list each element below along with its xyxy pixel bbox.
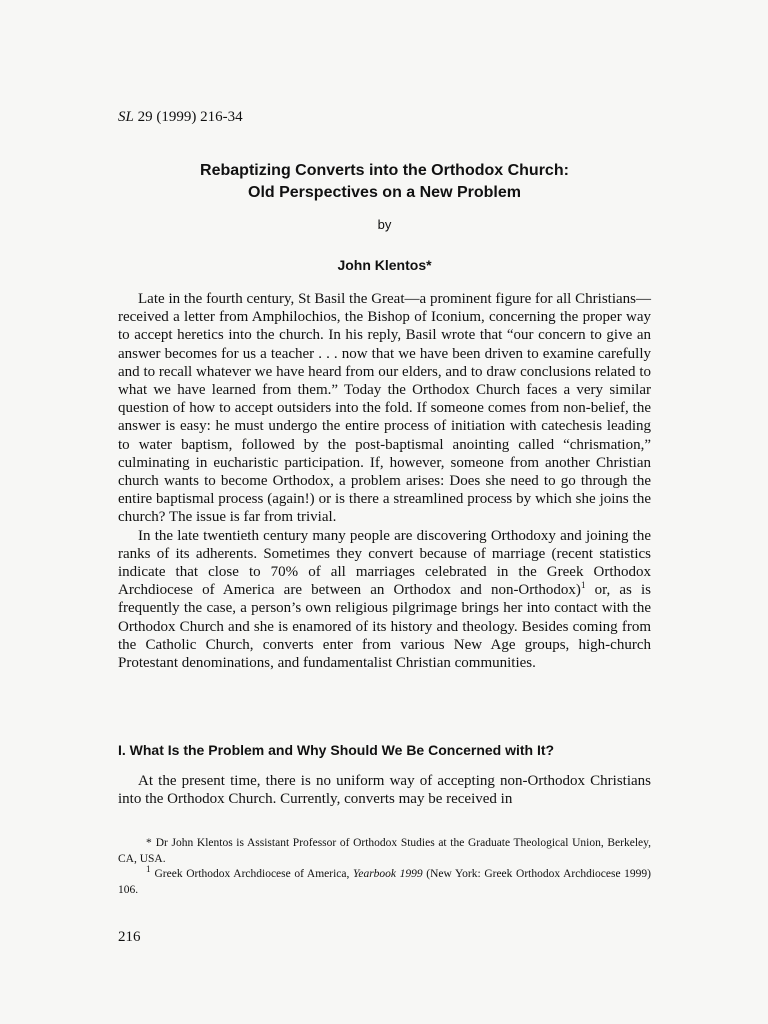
byline-by: by xyxy=(377,217,392,232)
footnotes xyxy=(118,836,651,898)
footnote-star-text: Dr John Klentos is Assistant Professor of Orthodox Studies at the Graduate Theological Union, Berkeley, CA, USA. xyxy=(118,837,651,865)
footnote-1-text-after: (New York: Greek Orthodox Archdiocese 1999) 106. xyxy=(118,868,652,896)
section-body xyxy=(118,772,651,808)
page-number: 216 xyxy=(118,929,141,945)
footnote-1-italic-title: Yearbook 1999 xyxy=(353,868,423,880)
article-title-line-1: Rebaptizing Converts into the Orthodox Church: xyxy=(200,162,569,179)
journal-abbreviation: SL xyxy=(118,109,134,125)
body-paragraph-2 xyxy=(118,527,651,673)
footnote-reference-1[interactable]: 1 xyxy=(580,580,586,591)
section-heading: I. What Is the Problem and Why Should We Be Concerned with It? xyxy=(118,742,555,758)
article-title-line-2: Old Perspectives on a New Problem xyxy=(248,184,521,201)
author-name: John Klentos* xyxy=(337,257,432,273)
journal-citation xyxy=(118,108,243,126)
body-paragraph-2-part-a: In the late twentieth century many people are discovering Orthodoxy and joining the ranks of its adherents. Sometimes they convert because of marriage (recent statistics indicate that close to 70% of all marriages celebrated in the Greek Orthodox Archdiocese of America are between an Orthodox and non-Orthodox) xyxy=(118,527,651,599)
footnote-star-marker: * xyxy=(146,837,152,849)
footnote-1-marker: 1 xyxy=(146,864,151,875)
article-title xyxy=(118,160,651,204)
article-body xyxy=(118,290,651,672)
body-paragraph-1: Late in the fourth century, St Basil the Great—a prominent figure for all Christians—received a letter from Amphilochios, the Bishop of Iconium, concerning the proper way to accept heretics into the church. In his reply, Basil wrote that “our concern to give an answer becomes for us a teacher . . . now that we have been driven to examine carefully and to recall whatever we have heard from our elders, and to draw conclusions related to what we have learned from them.” Today the Orthodox Church faces a very similar question of how to accept outsiders into the fold. If someone comes from non-belief, the answer is easy: he must undergo the entire process of initiation with catechesis leading to water baptism, followed by the post-baptismal anointing called “chrismation,” culminating in eucharistic participation. If, however, someone from another Christian church wants to become Orthodox, a problem arises: Does she need to go through the entire baptismal process (again!) or is there a streamlined process by which she joins the church? The issue is far from trivial. xyxy=(118,291,651,526)
footnote-1 xyxy=(118,864,652,898)
section-paragraph-1: At the present time, there is no uniform way of accepting non-Orthodox Christians into the Orthodox Church. Currently, converts may be received in xyxy=(118,773,651,808)
footnote-1-text-before: Greek Orthodox Archdiocese of America, xyxy=(154,868,354,880)
body-paragraph-2-part-b: or, as is frequently the case, a person’s own religious pilgrimage brings her into contact with the Orthodox Church and she is enamored of its history and theology. Besides coming from the Catholic Church, converts enter from various New Age groups, high-church Protestant denominations, and fundamentalist Christian communities. xyxy=(118,582,651,672)
footnote-star xyxy=(118,836,651,867)
citation-volume-pages: 29 (1999) 216-34 xyxy=(133,109,243,125)
